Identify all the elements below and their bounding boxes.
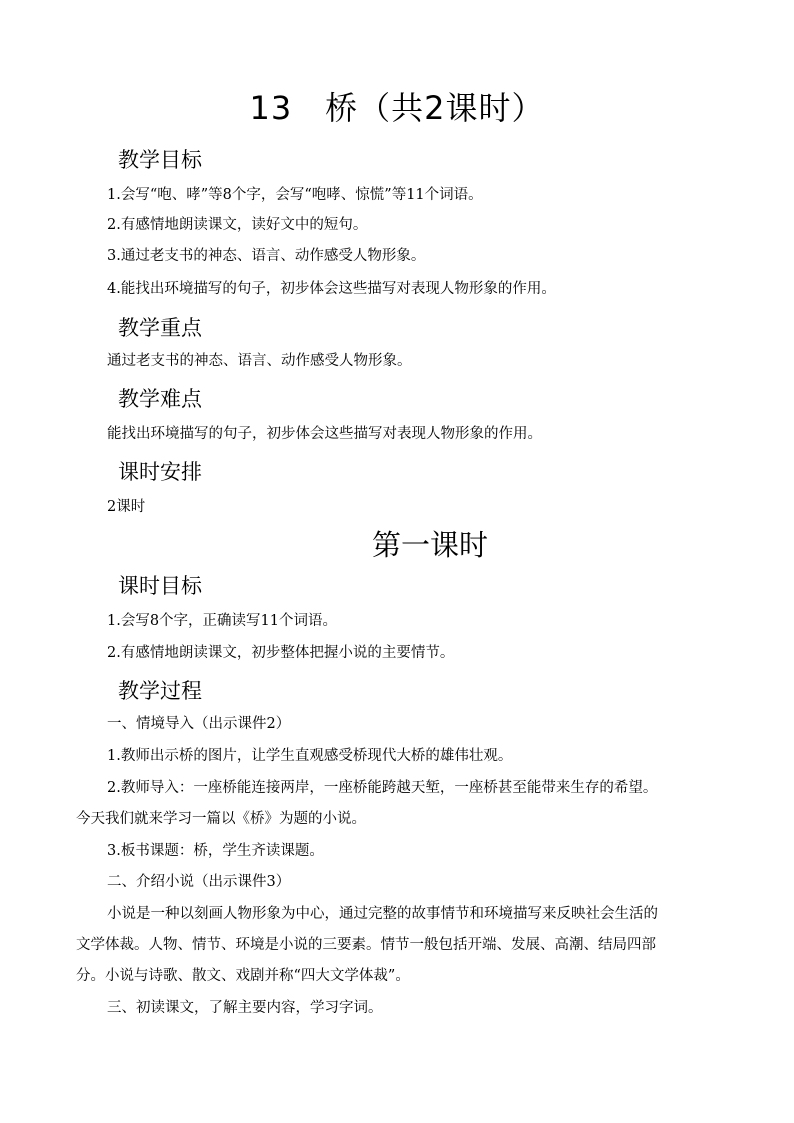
schedule-heading: 课时安排 — [118, 460, 202, 484]
goal-item: 2.有感情地朗读课文，读好文中的短句。 — [107, 217, 368, 233]
goal-item: 4.能找出环境描写的句子，初步体会这些描写对表现人物形象的作用。 — [107, 281, 556, 297]
key-points-heading: 教学重点 — [118, 316, 202, 340]
process-item: 2.教师导入：一座桥能连接两岸，一座桥能跨越天堑，一座桥甚至能带来生存的希望。 — [107, 780, 658, 796]
page-title: 13 桥（共2课时） — [249, 89, 545, 127]
part3-heading: 三、初读课文，了解主要内容，学习字词。 — [107, 1000, 383, 1016]
goals-heading: 教学目标 — [118, 148, 202, 172]
process-item: 1.教师出示桥的图片，让学生直观感受桥现代大桥的雄伟壮观。 — [107, 748, 513, 764]
key-points-text: 通过老支书的神态、语言、动作感受人物形象。 — [107, 353, 412, 369]
part1-heading: 一、情境导入（出示课件2） — [107, 716, 291, 732]
part2-paragraph-line: 小说是一种以刻画人物形象为中心，通过完整的故事情节和环境描写来反映社会生活的 — [107, 906, 658, 922]
process-item: 3.板书课题：桥，学生齐读课题。 — [107, 843, 324, 859]
part2-paragraph-line: 分。小说与诗歌、散文、戏剧并称“四大文学体裁”。 — [76, 968, 410, 984]
schedule-text: 2课时 — [107, 499, 146, 515]
part2-paragraph-line: 文学体裁。人物、情节、环境是小说的三要素。情节一般包括开端、发展、高潮、结局四部 — [76, 937, 656, 953]
goal-item: 1.会写“咆、哮”等8个字，会写“咆哮、惊慌”等11个词语。 — [107, 187, 483, 203]
process-item-continued: 今天我们就来学习一篇以《桥》为题的小说。 — [76, 811, 366, 827]
difficulty-text: 能找出环境描写的句子，初步体会这些描写对表现人物形象的作用。 — [107, 426, 542, 442]
lesson-goal-item: 2.有感情地朗读课文，初步整体把握小说的主要情节。 — [107, 645, 455, 661]
lesson-heading: 第一课时 — [371, 528, 488, 562]
lesson-goal-item: 1.会写8个字，正确读写11个词语。 — [107, 613, 338, 629]
process-heading: 教学过程 — [118, 679, 202, 703]
difficulty-heading: 教学难点 — [118, 387, 202, 411]
goal-item: 3.通过老支书的神态、语言、动作感受人物形象。 — [107, 248, 426, 264]
part2-heading: 二、介绍小说（出示课件3） — [107, 874, 291, 890]
lesson-goals-heading: 课时目标 — [118, 574, 202, 598]
